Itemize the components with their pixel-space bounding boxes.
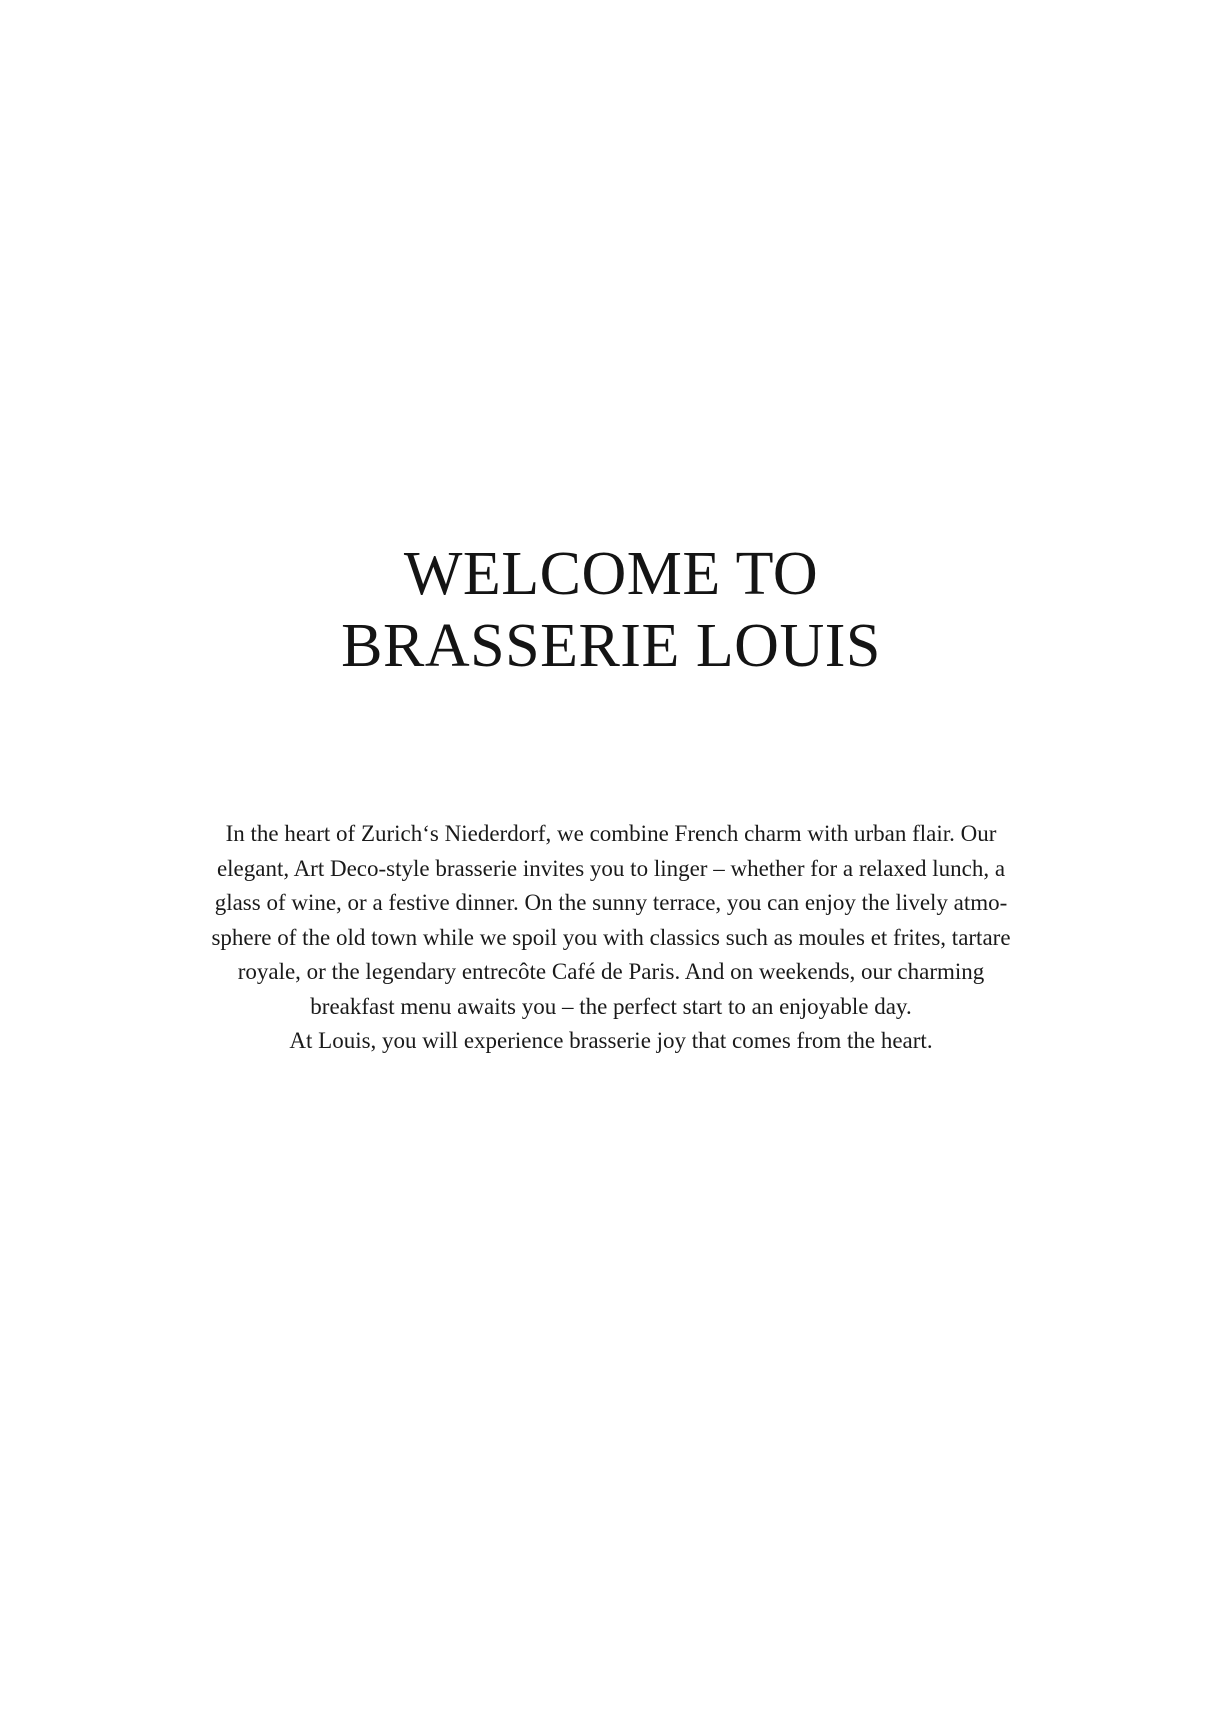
intro-line-4: sphere of the old town while we spoil you with classics such as moules et frites, tartare — [211, 924, 1011, 950]
page-title — [0, 538, 1222, 682]
intro-line-7: At Louis, you will experience brasserie joy that comes from the heart. — [289, 1028, 933, 1053]
intro-line-3: glass of wine, or a festive dinner. On the sunny terrace, you can enjoy the lively atmo- — [214, 890, 1008, 915]
intro-line-6: breakfast menu awaits you – the perfect start to an enjoyable day. — [310, 993, 912, 1019]
intro-line-5: royale, or the legendary entrecôte Café de Paris. And on weekends, our charming — [237, 959, 985, 984]
intro-line-2: elegant, Art Deco-style brasserie invites you to linger – whether for a relaxed lunch, a — [216, 855, 1006, 881]
title-line-1: WELCOME TO — [403, 540, 819, 608]
title-line-2: BRASSERIE LOUIS — [341, 612, 881, 680]
intro-paragraph — [160, 817, 1062, 1059]
intro-line-1: In the heart of Zurich‘s Niederdorf, we combine French charm with urban flair. Our — [225, 821, 997, 846]
